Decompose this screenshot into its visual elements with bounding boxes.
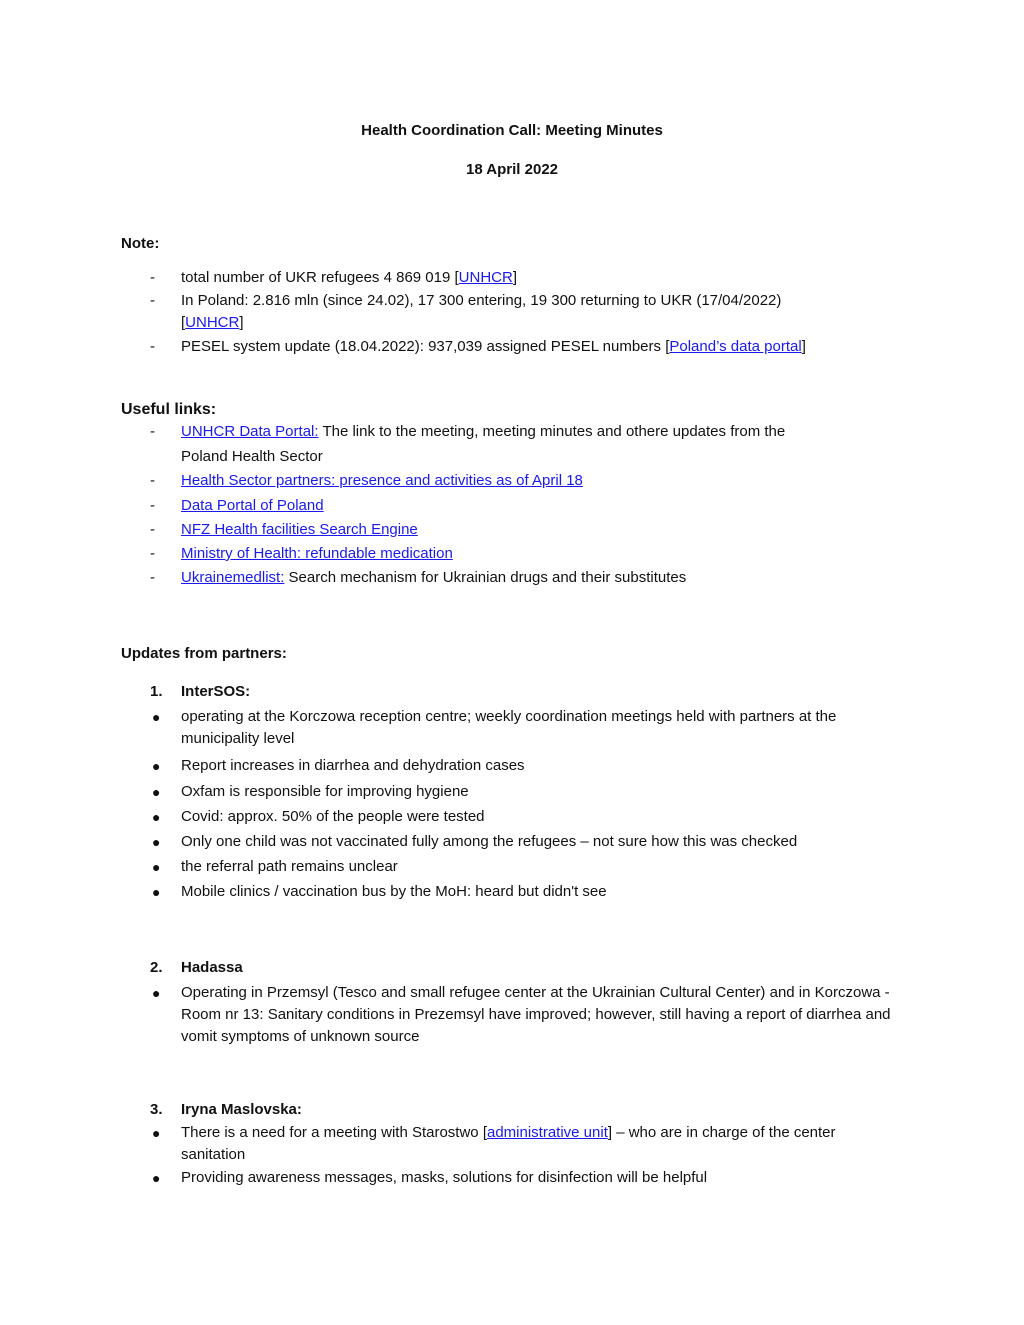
partner-name: InterSOS: [181, 683, 251, 700]
note-text: PESEL system update (18.04.2022): 937,039 assigned PESEL numbers [ [181, 338, 670, 355]
dash-bullet: - [150, 338, 155, 355]
bullet-dot: ● [152, 1170, 161, 1186]
list-item: Operating in Przemsyl (Tesco and small refugee center at the Ukrainian Cultural Center) and in Korczowa - Room nr 13: Sanitary conditions in Prezemsyl have improved; however, still having a report of diarrhea and vomit symptoms of unknown source [181, 984, 891, 1045]
link-description: The link to the meeting, meeting minutes and othere updates from the [318, 423, 786, 440]
bracket: [ [181, 314, 186, 331]
bullet-dot: ● [152, 784, 161, 800]
note-item-3 [181, 336, 806, 358]
useful-link-item-6 [181, 567, 686, 589]
useful-links-heading: Useful links: [121, 401, 217, 418]
note-item-2 [181, 290, 781, 312]
list-item: Oxfam is responsible for improving hygiene [181, 783, 469, 800]
ministry-of-health-link[interactable]: Ministry of Health: refundable medication [181, 545, 453, 562]
document-date: 18 April 2022 [466, 161, 558, 178]
unhcr-data-portal-link[interactable]: UNHCR Data Portal: [181, 423, 319, 440]
partner-number: 2. [150, 959, 163, 976]
health-sector-partners-link[interactable]: Health Sector partners: presence and activities as of April 18 [181, 472, 583, 489]
unhcr-link[interactable]: UNHCR [185, 314, 240, 331]
link-description: Poland Health Sector [181, 448, 323, 465]
document-title: Health Coordination Call: Meeting Minutes [361, 122, 663, 139]
poland-data-portal-link[interactable]: Poland’s data portal [669, 338, 802, 355]
list-item: operating at the Korczowa reception centre; weekly coordination meetings held with partners at the municipality level [181, 708, 837, 747]
data-portal-poland-link[interactable]: Data Portal of Poland [181, 497, 324, 514]
dash-bullet: - [150, 472, 155, 489]
bullet-dot: ● [152, 758, 161, 774]
link-description: Search mechanism for Ukrainian drugs and their substitutes [284, 569, 687, 586]
ukrainemedlist-link[interactable]: Ukrainemedlist: [181, 569, 285, 586]
unhcr-link[interactable]: UNHCR [458, 269, 513, 286]
dash-bullet: - [150, 423, 155, 440]
partner-name: Iryna Maslovska: [181, 1101, 302, 1118]
useful-link-item-5 [181, 543, 453, 565]
bullet-dot: ● [152, 809, 161, 825]
dash-bullet: - [150, 569, 155, 586]
list-item: the referral path remains unclear [181, 858, 398, 875]
partner-name: Hadassa [181, 959, 243, 976]
bullet-dot: ● [152, 859, 161, 875]
note-text: total number of UKR refugees 4 869 019 [ [181, 269, 459, 286]
bullet-dot: ● [152, 985, 161, 1001]
bullet-dot: ● [152, 884, 161, 900]
note-heading: Note: [121, 235, 160, 252]
dash-bullet: - [150, 521, 155, 538]
bracket: ] [239, 314, 244, 331]
list-item: Only one child was not vaccinated fully among the refugees – not sure how this was checked [181, 833, 798, 850]
updates-heading: Updates from partners: [121, 645, 287, 662]
list-item: Covid: approx. 50% of the people were tested [181, 808, 485, 825]
useful-link-item-4 [181, 519, 418, 541]
list-item-text: ] – who are in charge of the center sanitation [181, 1124, 836, 1163]
note-item-1 [181, 267, 517, 289]
partner-number: 3. [150, 1101, 163, 1118]
dash-bullet: - [150, 269, 155, 286]
partner-number: 1. [150, 683, 163, 700]
dash-bullet: - [150, 545, 155, 562]
list-item: Providing awareness messages, masks, solutions for disinfection will be helpful [181, 1169, 708, 1186]
bullet-dot: ● [152, 1125, 161, 1141]
note-text: In Poland: 2.816 mln (since 24.02), 17 300 entering, 19 300 returning to UKR (17/04/2022) [181, 292, 782, 309]
bullet-dot: ● [152, 834, 161, 850]
useful-link-item-2 [181, 470, 583, 492]
list-item: Report increases in diarrhea and dehydration cases [181, 757, 525, 774]
useful-link-item-1 [181, 421, 785, 443]
nfz-search-engine-link[interactable]: NFZ Health facilities Search Engine [181, 521, 418, 538]
administrative-unit-link[interactable]: administrative unit [486, 1124, 608, 1141]
bullet-dot: ● [152, 709, 161, 725]
bracket: ] [801, 338, 806, 355]
list-item [181, 1122, 901, 1166]
bracket: ] [512, 269, 518, 286]
useful-link-item-3 [181, 495, 324, 517]
useful-link-item-1-cont [181, 446, 323, 468]
dash-bullet: - [150, 292, 155, 309]
dash-bullet: - [150, 497, 155, 514]
list-item-text: There is a need for a meeting with Starostwo [ [181, 1124, 487, 1141]
list-item: Mobile clinics / vaccination bus by the MoH: heard but didn't see [181, 883, 607, 900]
note-item-2-cont [181, 312, 244, 334]
